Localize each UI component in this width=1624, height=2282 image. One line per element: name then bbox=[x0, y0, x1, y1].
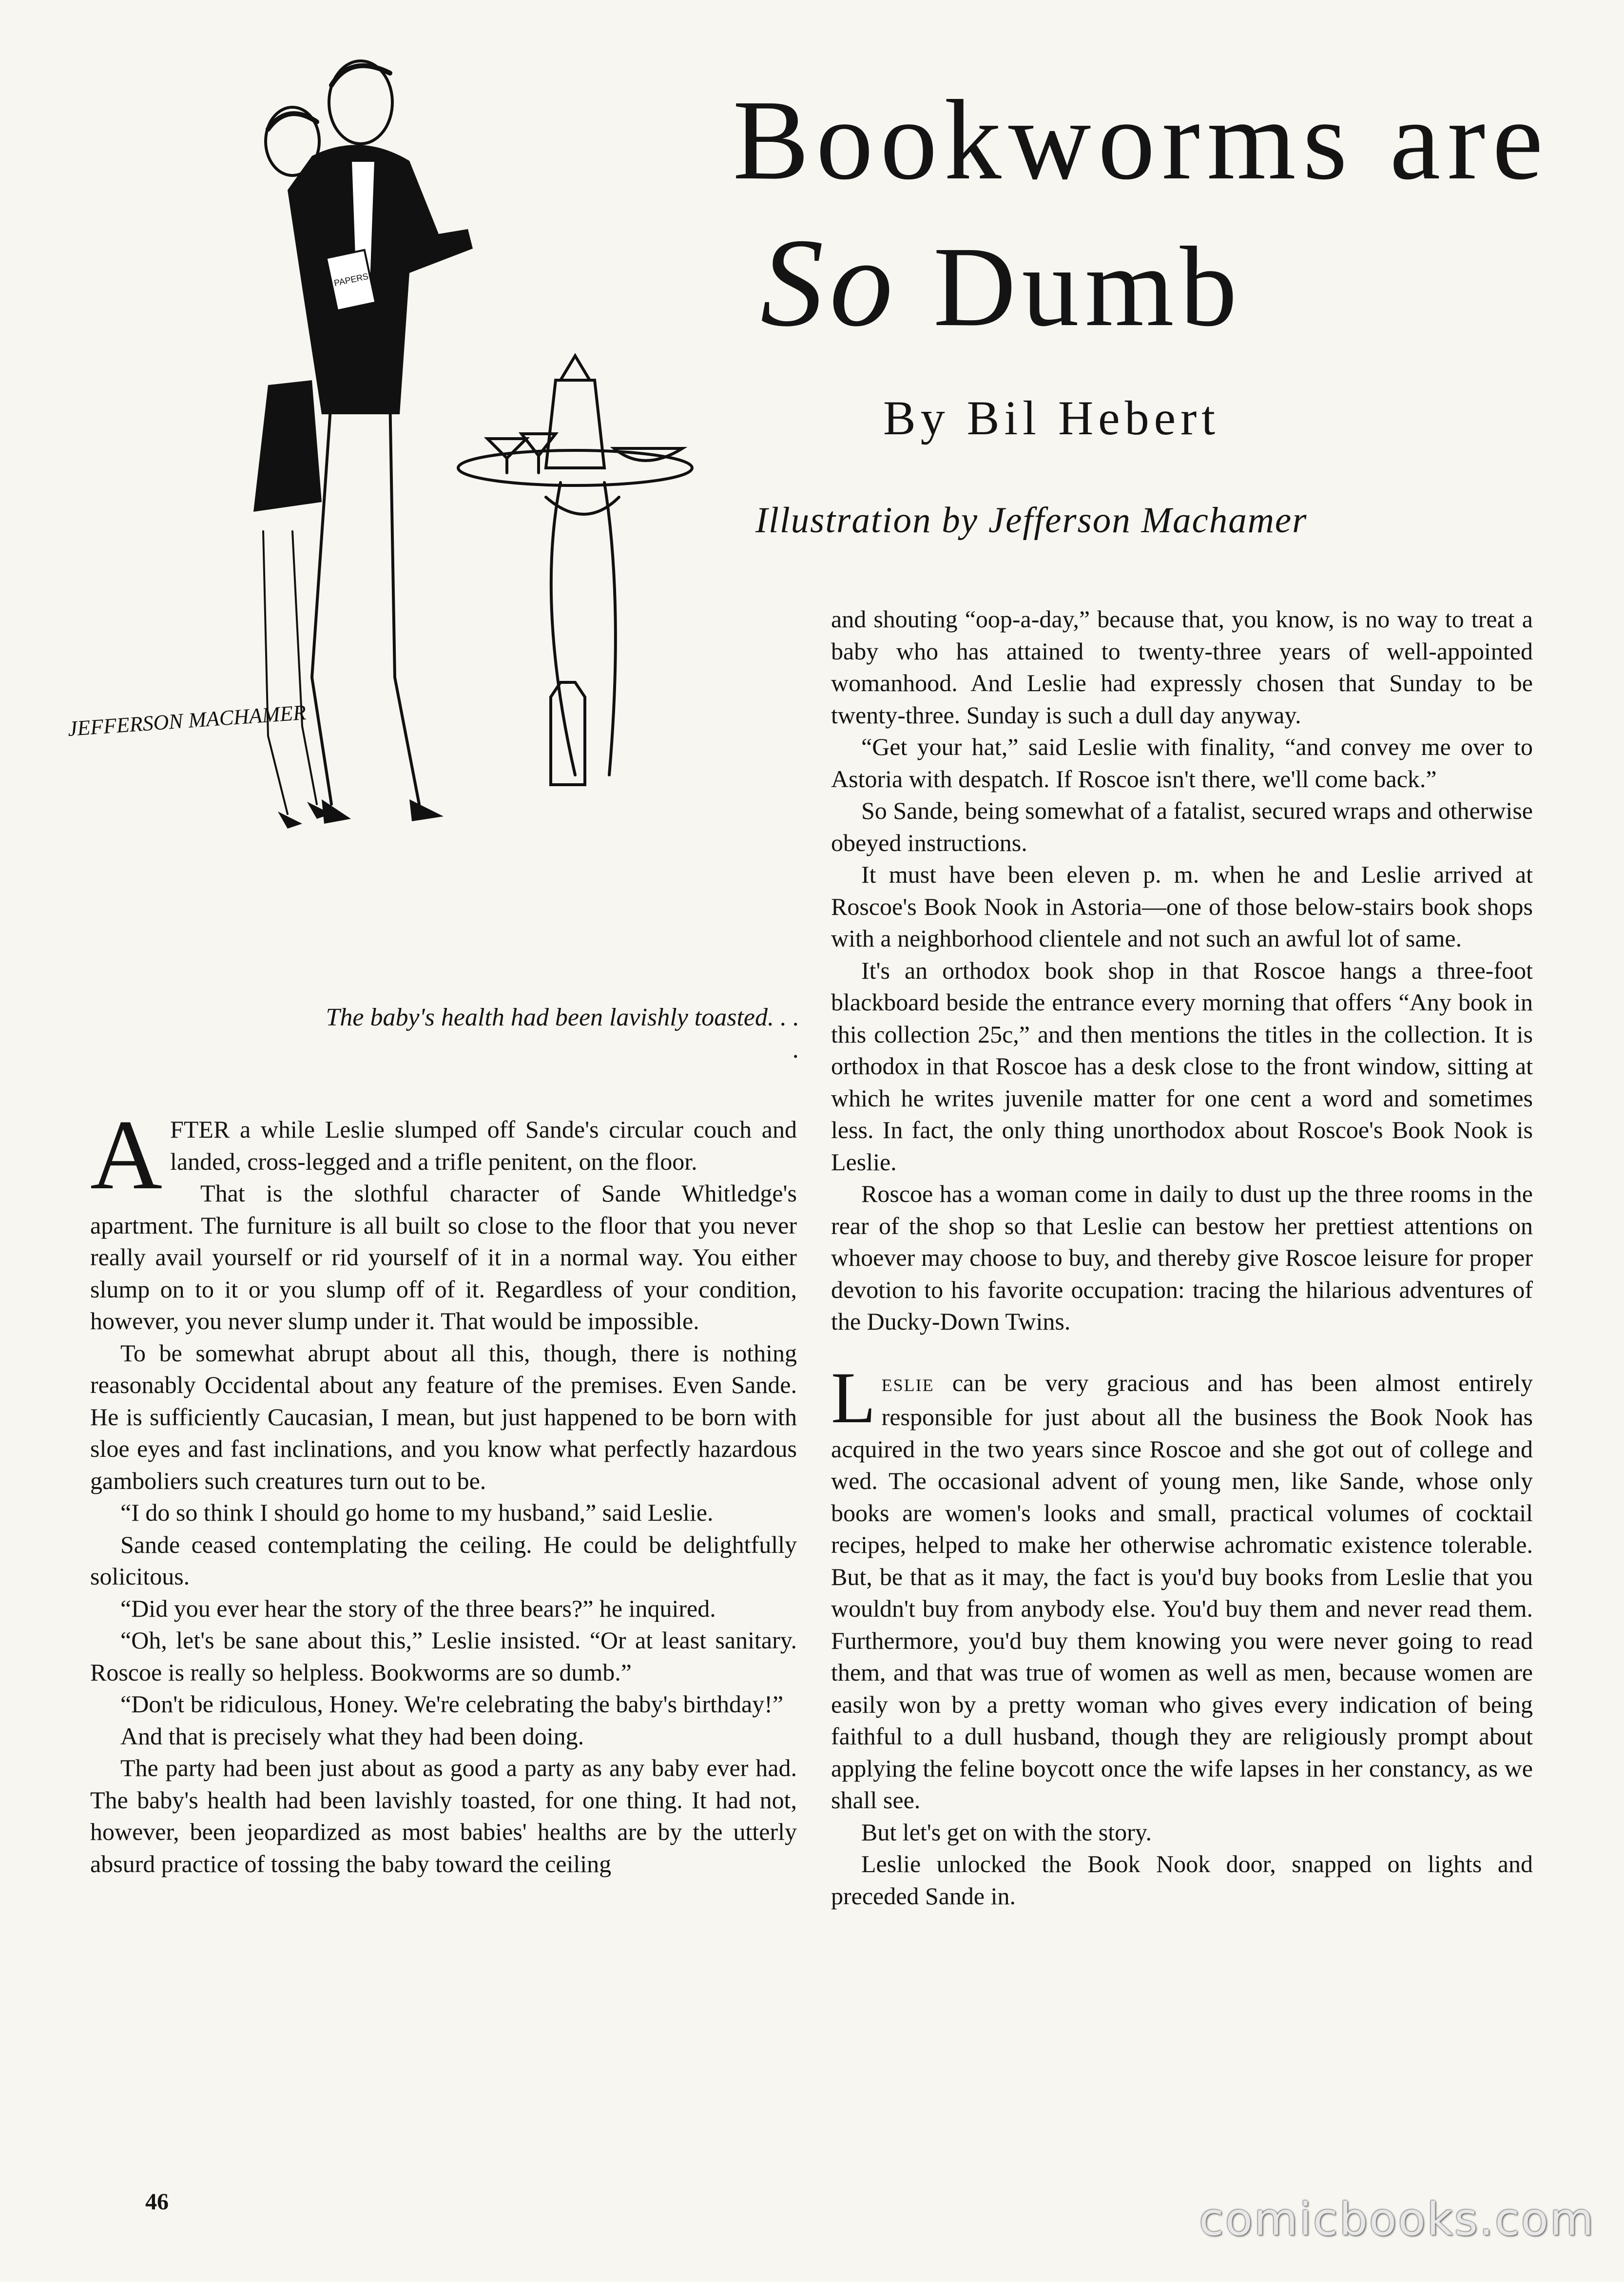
watermark: comicbooks.com bbox=[1199, 2193, 1595, 2245]
drop-cap-l: L bbox=[831, 1357, 876, 1438]
man-legs bbox=[312, 395, 419, 804]
section-two-opening bbox=[831, 1357, 1533, 1817]
paragraph: Roscoe has a woman come in daily to dust up the three rooms in the rear of the shop so that Leslie can bestow her prettiest attentions on whoever may choose to buy, and thereby give Roscoe leisure for proper devotion to his favorite occupation: tracing the hilarious adventures of the Ducky-Down Twins. bbox=[831, 1180, 1533, 1335]
paragraph: To be somewhat abrupt about all this, though, there is nothing reasonably Occidental about any feature of the premises. Even Sande. He is sufficiently Caucasian, I mean, but just happened to be born with sloe eyes and fast inclinations, and you know what perfectly hazardous gamboliers such creatures turn out to be. bbox=[90, 1339, 797, 1494]
small-caps-leslie: ESLIE bbox=[881, 1375, 934, 1395]
byline: By Bil Hebert bbox=[883, 391, 1220, 445]
paragraph: And that is precisely what they had been doing. bbox=[120, 1722, 584, 1750]
title-line-2 bbox=[760, 213, 1243, 353]
paragraph: Sande ceased contemplating the ceiling. He could be delightfully solicitous. bbox=[90, 1530, 797, 1590]
paragraph: The party had been just about as good a party as any baby ever had. The baby's health had been lavishly toasted, for one thing. It had not, however, been jeopardized as most babies' healths are by the utterly absurd practice of tossing the baby toward the ceiling bbox=[90, 1754, 797, 1877]
paragraph: Leslie unlocked the Book Nook door, snapped on lights and preceded Sande in. bbox=[831, 1850, 1533, 1910]
drop-cap-a: A bbox=[90, 1100, 163, 1210]
article-column-left bbox=[90, 1100, 797, 1880]
continuation-paragraph: and shouting “oop-a-day,” because that, you know, is no way to treat a baby who has attained to twenty-three years of well-appointed womanhood. And Leslie had expressly chosen that Sunday to be twenty-three. Sunday is such a dull day anyway. bbox=[831, 605, 1533, 729]
paragraph: That is the slothful character of Sande Whitledge's apartment. The furniture is all built so close to the floor that you never really avail yourself or rid yourself of it in a normal way. You either slump on to it or you slump off of it. Regardless of your condition, however, you never slump under it. That would be impossible. bbox=[90, 1180, 797, 1334]
title-dumb: Dumb bbox=[933, 223, 1243, 350]
illustration-credit: Illustration by Jefferson Machamer bbox=[755, 500, 1308, 541]
paragraph: It must have been eleven p. m. when he and Leslie arrived at Roscoe's Book Nook in Astoria—one of those below-stairs book shops with a neighborhood clientele and not such an awful lot of same. bbox=[831, 861, 1533, 952]
woman-dress bbox=[253, 380, 322, 512]
paragraph: “Don't be ridiculous, Honey. We're celebrating the baby's birthday!” bbox=[120, 1690, 784, 1718]
paragraph: But let's get on with the story. bbox=[861, 1818, 1152, 1846]
man-shoes bbox=[322, 799, 444, 824]
papers-box-text: PAPERS NOW bbox=[333, 266, 393, 289]
paragraph: So Sande, being somewhat of a fatalist, secured wraps and otherwise obeyed instructions. bbox=[831, 797, 1533, 856]
title-line-1: Bookworms are bbox=[733, 77, 1550, 203]
article-column-right bbox=[831, 603, 1533, 1912]
woman-legs bbox=[263, 531, 317, 814]
paragraph: “Did you ever hear the story of the three bears?” he inquired. bbox=[120, 1594, 716, 1622]
paragraph: “Oh, let's be sane about this,” Leslie insisted. “Or at least sanitary. Roscoe is really so helpless. Bookworms are so dumb.” bbox=[90, 1626, 797, 1686]
man-tuxedo bbox=[288, 145, 473, 414]
illustration-caption: The baby's health had been lavishly toasted. . . . bbox=[326, 1004, 799, 1064]
table-legs bbox=[546, 483, 619, 775]
section-two-text: can be very gracious and has been almost entirely responsible for just about all the business the Book Nook has acquired in the two years since Roscoe and she got out of college and wed. The occasional advent of young men, like Sande, whose only books are women's looks and small, practical volumes of cocktail recipes, helped to make her otherwise achromatic existence tolerable. But, be that as it may, the fact is you'd buy books from Leslie that you wouldn't buy from anybody else. You'd buy them and never read them. Furthermore, you'd buy them knowing you were never going to read them, and that was true of women as well as men, because women are easily won by a pretty woman who gives every indication of being faithful to a dull husband, though they are religiously prompt about applying the feline boycott once the wife lapses in her constancy, as we shall see. bbox=[831, 1369, 1533, 1814]
paragraph: It's an orthodox book shop in that Roscoe hangs a three-foot blackboard beside the entrance every morning that offers “Any book in this collection 25c,” and then mentions the titles in the collection. It is orthodox in that Roscoe has a desk close to the front window, sitting at which he writes juvenile matter for one cent a word and sometimes less. In fact, the only thing unorthodox about Roscoe's Book Nook is Leslie. bbox=[831, 956, 1533, 1176]
paragraph: “Get your hat,” said Leslie with finality, “and convey me over to Astoria with despatch. If Roscoe isn't there, we'll come back.” bbox=[831, 733, 1533, 793]
title-so: So bbox=[760, 213, 899, 353]
article-opening-paragraph bbox=[90, 1100, 797, 1210]
page-number: 46 bbox=[145, 2189, 169, 2215]
illustration bbox=[58, 44, 741, 872]
paragraph: “I do so think I should go home to my husband,” said Leslie. bbox=[120, 1499, 714, 1526]
section-break bbox=[831, 1338, 1533, 1367]
illustrator-signature: JEFFERSON MACHAMER bbox=[67, 700, 307, 741]
opening-text: FTER a while Leslie slumped off Sande's circular couch and landed, cross-legged and a trifle penitent, on the floor. bbox=[170, 1116, 797, 1175]
